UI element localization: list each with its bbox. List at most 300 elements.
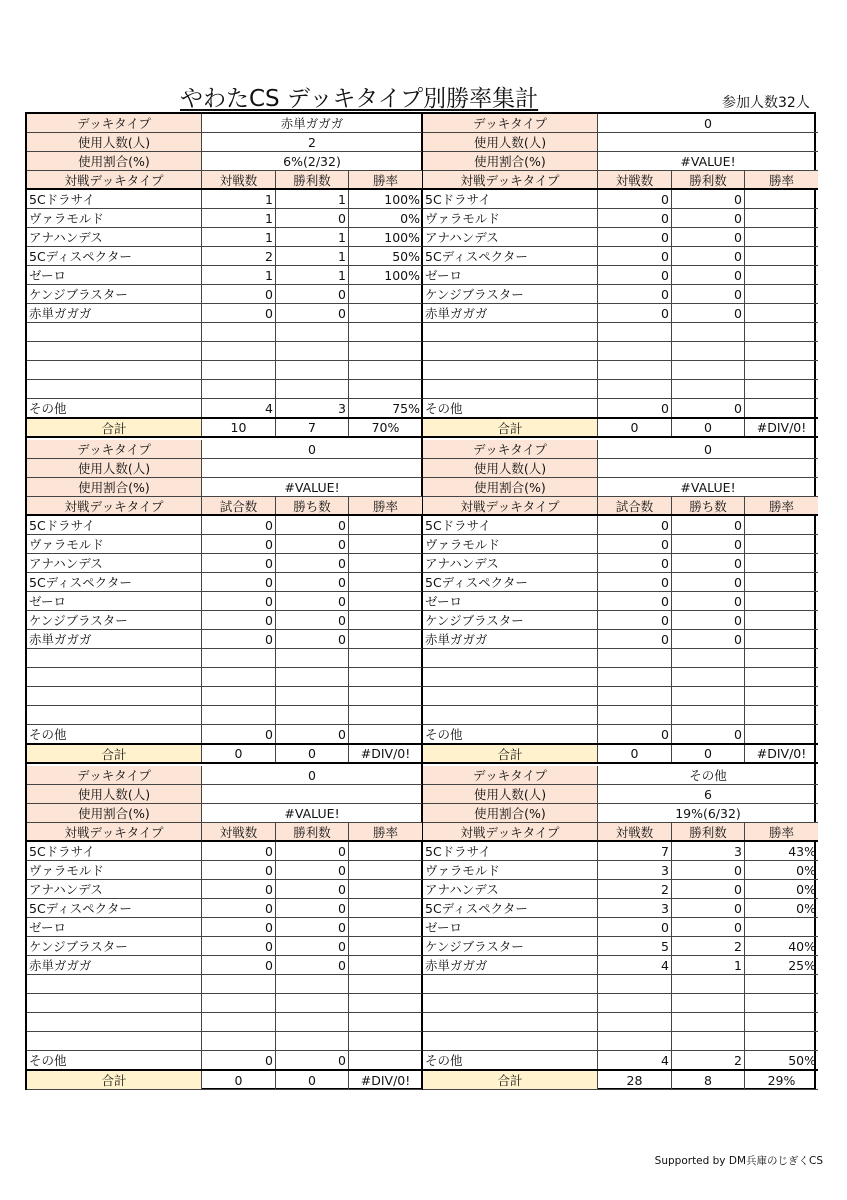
opponent-name	[27, 1032, 202, 1050]
matches-value	[598, 975, 672, 993]
deck-type-value: 0	[704, 441, 712, 457]
winrate-header: 勝率	[349, 823, 422, 840]
opponent-name: ゼーロ	[423, 266, 598, 284]
winrate-value	[745, 516, 818, 534]
wins-value	[672, 361, 745, 379]
opponent-name	[27, 380, 202, 398]
wins-value	[672, 687, 745, 705]
matches-value: 0	[202, 899, 276, 917]
winrate-value	[349, 668, 422, 686]
winrate-value	[745, 994, 818, 1012]
wins-value: 0	[276, 842, 349, 860]
winrate-value: 75%	[392, 400, 420, 416]
matches-value: 0	[202, 880, 276, 898]
opponent-header: 対戦デッキタイプ	[423, 171, 598, 188]
wins-value	[276, 361, 349, 379]
opponent-header: 対戦デッキタイプ	[27, 497, 202, 514]
empty-row	[27, 706, 422, 725]
winrate-value	[745, 399, 818, 417]
winrate-value	[349, 516, 422, 534]
winrate-value: 40%	[788, 938, 816, 954]
opponent-name: ヴァラモルド	[27, 535, 202, 553]
usage-ratio-row	[27, 152, 422, 171]
winrate-value	[349, 380, 422, 398]
matches-value: 1	[202, 190, 276, 208]
opponent-name	[423, 994, 598, 1012]
column-header-row	[27, 171, 422, 190]
matches-value: 1	[202, 228, 276, 246]
winrate-value	[349, 956, 422, 974]
opponent-name: ケンジブラスター	[27, 285, 202, 303]
opponent-name: ゼーロ	[423, 918, 598, 936]
opponent-header: 対戦デッキタイプ	[423, 823, 598, 840]
wins-value	[672, 649, 745, 667]
wins-value: 0	[672, 861, 745, 879]
total-label: 合計	[423, 419, 598, 436]
total-winrate: #DIV/0!	[360, 746, 411, 761]
wins-value: 0	[672, 516, 745, 534]
matches-value: 0	[202, 630, 276, 648]
column-header-row	[423, 823, 818, 842]
winrate-value	[349, 285, 422, 303]
winrate-value	[349, 361, 422, 379]
user-count-row	[27, 785, 422, 804]
matches-value	[202, 994, 276, 1012]
deck-type-label: デッキタイプ	[27, 440, 202, 458]
wins-header: 勝利数	[276, 823, 349, 840]
total-label: 合計	[27, 1071, 202, 1089]
total-winrate: 29%	[767, 1072, 796, 1088]
table-row	[423, 228, 818, 247]
wins-value: 0	[276, 956, 349, 974]
opponent-name	[27, 975, 202, 993]
wins-value: 1	[276, 266, 349, 284]
matches-value	[202, 649, 276, 667]
table-row	[423, 285, 818, 304]
matches-value	[598, 380, 672, 398]
wins-value: 0	[276, 899, 349, 917]
table-row	[27, 899, 422, 918]
matches-value: 1	[202, 209, 276, 227]
total-winrate: #DIV/0!	[756, 420, 807, 435]
empty-row	[27, 1032, 422, 1051]
wins-value: 0	[672, 399, 745, 417]
opponent-name: 赤単ガガガ	[27, 630, 202, 648]
empty-row	[27, 994, 422, 1013]
deck-block	[423, 766, 818, 1092]
wins-value: 0	[672, 247, 745, 265]
deck-block	[27, 114, 422, 440]
matches-value: 0	[598, 266, 672, 284]
winrate-value	[745, 1032, 818, 1050]
matches-value: 0	[598, 228, 672, 246]
opponent-name: 赤単ガガガ	[27, 304, 202, 322]
table-row	[423, 535, 818, 554]
matches-value: 0	[202, 516, 276, 534]
usage-ratio-value: #VALUE!	[284, 805, 340, 821]
matches-value	[598, 649, 672, 667]
matches-header: 対戦数	[598, 171, 672, 188]
wins-value: 1	[672, 956, 745, 974]
user-count-row	[423, 459, 818, 478]
winrate-header: 勝率	[745, 171, 818, 188]
deck-type-label: デッキタイプ	[27, 766, 202, 784]
winrate-value	[745, 1013, 818, 1031]
winrate-value: 0%	[796, 862, 816, 878]
user-count-value: 6	[704, 786, 712, 802]
opponent-name	[423, 687, 598, 705]
wins-value: 2	[672, 1051, 745, 1069]
wins-value	[276, 1032, 349, 1050]
table-row	[27, 880, 422, 899]
winrate-value: 50%	[392, 248, 420, 264]
matches-value: 3	[598, 861, 672, 879]
winrate-value	[349, 687, 422, 705]
wins-value: 0	[276, 937, 349, 955]
winrate-value	[745, 285, 818, 303]
matches-value: 5	[598, 937, 672, 955]
wins-value	[672, 323, 745, 341]
empty-row	[423, 994, 818, 1013]
matches-value: 0	[202, 956, 276, 974]
deck-type-label: デッキタイプ	[423, 440, 598, 458]
table-row	[423, 516, 818, 535]
matches-value: 7	[598, 842, 672, 860]
opponent-name	[27, 342, 202, 360]
opponent-header: 対戦デッキタイプ	[27, 823, 202, 840]
wins-value: 0	[672, 266, 745, 284]
total-winrate: #DIV/0!	[756, 746, 807, 761]
wins-value: 3	[276, 399, 349, 417]
empty-row	[27, 323, 422, 342]
opponent-name: 5Cディスペクター	[423, 247, 598, 265]
deck-type-label: デッキタイプ	[27, 114, 202, 132]
opponent-name	[423, 649, 598, 667]
opponent-name	[27, 668, 202, 686]
column-header-row	[27, 497, 422, 516]
wins-value	[672, 342, 745, 360]
matches-header: 対戦数	[598, 823, 672, 840]
winrate-value	[745, 361, 818, 379]
usage-ratio-value: #VALUE!	[680, 153, 736, 169]
user-count-label: 使用人数(人)	[27, 133, 202, 151]
usage-ratio-row	[423, 152, 818, 171]
opponent-name	[423, 361, 598, 379]
table-row	[423, 554, 818, 573]
matches-value	[598, 361, 672, 379]
table-row	[27, 630, 422, 649]
matches-value	[202, 687, 276, 705]
wins-value	[672, 1032, 745, 1050]
total-matches: 0	[202, 1071, 276, 1089]
table-row	[27, 592, 422, 611]
opponent-name: その他	[423, 1051, 598, 1069]
usage-ratio-label: 使用割合(%)	[27, 478, 202, 496]
deck-type-value: 0	[704, 115, 712, 131]
empty-row	[423, 687, 818, 706]
total-wins: 0	[276, 1071, 349, 1089]
empty-row	[423, 342, 818, 361]
matches-value	[202, 342, 276, 360]
wins-header: 勝利数	[672, 171, 745, 188]
table-row	[423, 880, 818, 899]
table-row	[27, 918, 422, 937]
winrate-value	[349, 535, 422, 553]
empty-row	[423, 649, 818, 668]
winrate-value	[349, 918, 422, 936]
winrate-value	[349, 725, 422, 743]
user-count-row	[423, 785, 818, 804]
usage-ratio-row	[423, 804, 818, 823]
winrate-value	[349, 630, 422, 648]
opponent-name	[27, 361, 202, 379]
total-label: 合計	[423, 745, 598, 762]
empty-row	[27, 668, 422, 687]
total-row	[27, 1071, 422, 1090]
usage-ratio-value: #VALUE!	[284, 479, 340, 495]
opponent-name: アナハンデス	[27, 228, 202, 246]
matches-value	[202, 706, 276, 724]
opponent-name	[423, 342, 598, 360]
matches-value	[202, 323, 276, 341]
winrate-value	[745, 342, 818, 360]
matches-value: 0	[598, 918, 672, 936]
opponent-name	[27, 706, 202, 724]
winrate-value	[349, 342, 422, 360]
opponent-name: 赤単ガガガ	[423, 304, 598, 322]
winrate-value	[745, 535, 818, 553]
matches-value: 0	[202, 535, 276, 553]
deck-type-label: デッキタイプ	[423, 766, 598, 784]
total-label: 合計	[27, 419, 202, 436]
opponent-name: 5Cディスペクター	[423, 573, 598, 591]
deck-block	[27, 440, 422, 766]
user-count-value	[202, 785, 422, 803]
winrate-value	[745, 706, 818, 724]
total-row	[27, 745, 422, 764]
usage-ratio-value: #VALUE!	[680, 479, 736, 495]
opponent-name: 5Cドラサイ	[423, 842, 598, 860]
winrate-value	[745, 380, 818, 398]
winrate-value	[745, 209, 818, 227]
table-row	[27, 228, 422, 247]
user-count-label: 使用人数(人)	[27, 459, 202, 477]
total-winrate: #DIV/0!	[360, 1072, 411, 1088]
wins-value	[276, 687, 349, 705]
deck-type-value: 赤単ガガガ	[280, 116, 344, 131]
winrate-value: 25%	[788, 957, 816, 973]
matches-value: 3	[598, 899, 672, 917]
empty-row	[423, 361, 818, 380]
winrate-value: 0%	[796, 900, 816, 916]
matches-value: 0	[202, 304, 276, 322]
usage-ratio-label: 使用割合(%)	[27, 804, 202, 822]
winrate-value	[349, 1032, 422, 1050]
wins-value: 0	[276, 285, 349, 303]
table-row	[27, 516, 422, 535]
empty-row	[27, 1013, 422, 1032]
wins-value: 0	[672, 611, 745, 629]
empty-row	[27, 649, 422, 668]
matches-value	[202, 975, 276, 993]
other-row	[27, 399, 422, 419]
winrate-value: 100%	[384, 229, 420, 245]
matches-value	[598, 1032, 672, 1050]
opponent-name	[423, 1013, 598, 1031]
opponent-name	[423, 1032, 598, 1050]
wins-value	[672, 975, 745, 993]
winrate-value	[745, 247, 818, 265]
wins-value	[672, 380, 745, 398]
opponent-name: 5Cドラサイ	[27, 842, 202, 860]
matches-header: 試合数	[598, 497, 672, 514]
winrate-value	[745, 266, 818, 284]
wins-value: 0	[672, 725, 745, 743]
wins-value: 2	[672, 937, 745, 955]
participant-count: 参加人数32人	[722, 95, 810, 111]
matches-value: 0	[202, 1051, 276, 1069]
opponent-name: 5Cディスペクター	[423, 899, 598, 917]
matches-value: 0	[598, 285, 672, 303]
wins-value: 0	[672, 535, 745, 553]
wins-value	[276, 380, 349, 398]
winrate-value	[349, 842, 422, 860]
winrate-value	[349, 304, 422, 322]
matches-header: 対戦数	[202, 171, 276, 188]
empty-row	[423, 668, 818, 687]
matches-value	[598, 687, 672, 705]
wins-value	[276, 649, 349, 667]
usage-ratio-row	[27, 804, 422, 823]
wins-value	[276, 342, 349, 360]
wins-value: 0	[276, 209, 349, 227]
wins-value: 0	[672, 554, 745, 572]
matches-value: 1	[202, 266, 276, 284]
empty-row	[423, 706, 818, 725]
total-row	[423, 745, 818, 764]
winrate-header: 勝率	[349, 497, 422, 514]
wins-value: 0	[276, 592, 349, 610]
stats-grid	[25, 112, 816, 1090]
opponent-name: その他	[27, 725, 202, 743]
total-row	[423, 1071, 818, 1090]
opponent-name: アナハンデス	[27, 880, 202, 898]
matches-value: 0	[598, 190, 672, 208]
matches-value: 4	[598, 1051, 672, 1069]
winrate-header: 勝率	[745, 823, 818, 840]
table-row	[423, 861, 818, 880]
wins-value: 0	[276, 918, 349, 936]
wins-header: 勝利数	[672, 823, 745, 840]
wins-value: 0	[672, 899, 745, 917]
deck-type-row	[27, 766, 422, 785]
winrate-value	[745, 630, 818, 648]
usage-ratio-row	[27, 478, 422, 497]
matches-value: 0	[598, 630, 672, 648]
winrate-value	[745, 918, 818, 936]
opponent-name: 5Cディスペクター	[27, 899, 202, 917]
table-row	[423, 842, 818, 861]
table-row	[423, 592, 818, 611]
matches-value: 0	[598, 209, 672, 227]
total-matches: 10	[202, 419, 276, 436]
wins-header: 勝ち数	[672, 497, 745, 514]
winrate-value	[745, 304, 818, 322]
opponent-name: ヴァラモルド	[27, 861, 202, 879]
table-row	[423, 611, 818, 630]
opponent-name: その他	[423, 399, 598, 417]
total-row	[423, 419, 818, 438]
total-matches: 0	[598, 419, 672, 436]
empty-row	[423, 1013, 818, 1032]
wins-value: 0	[276, 630, 349, 648]
winrate-value: 43%	[788, 843, 816, 859]
table-row	[423, 899, 818, 918]
winrate-value: 0%	[400, 210, 420, 226]
opponent-name	[27, 1013, 202, 1031]
deck-block	[423, 114, 818, 440]
wins-value: 0	[276, 880, 349, 898]
opponent-name: ヴァラモルド	[423, 209, 598, 227]
winrate-value	[745, 573, 818, 591]
opponent-name: アナハンデス	[423, 554, 598, 572]
winrate-value	[349, 554, 422, 572]
table-row	[27, 247, 422, 266]
matches-value: 0	[202, 554, 276, 572]
matches-value	[202, 1032, 276, 1050]
opponent-name: その他	[27, 1051, 202, 1069]
opponent-name: アナハンデス	[423, 228, 598, 246]
total-label: 合計	[423, 1071, 598, 1089]
wins-value	[672, 668, 745, 686]
opponent-name: ケンジブラスター	[27, 611, 202, 629]
matches-value: 0	[202, 285, 276, 303]
winrate-value	[349, 573, 422, 591]
winrate-value	[745, 649, 818, 667]
matches-value: 0	[202, 725, 276, 743]
wins-value: 0	[276, 861, 349, 879]
opponent-name	[27, 687, 202, 705]
wins-value: 0	[672, 573, 745, 591]
matches-value: 0	[598, 516, 672, 534]
wins-value	[672, 706, 745, 724]
deck-type-row	[27, 114, 422, 133]
table-row	[27, 861, 422, 880]
wins-value: 1	[276, 228, 349, 246]
total-label: 合計	[27, 745, 202, 762]
matches-value: 0	[598, 399, 672, 417]
matches-value	[202, 668, 276, 686]
wins-value	[276, 668, 349, 686]
deck-type-row	[423, 114, 818, 133]
deck-block	[27, 766, 422, 1092]
winrate-value	[349, 1051, 422, 1069]
wins-value: 3	[672, 842, 745, 860]
total-wins: 0	[672, 745, 745, 762]
wins-value	[276, 323, 349, 341]
winrate-value	[349, 611, 422, 629]
table-row	[423, 573, 818, 592]
other-row	[27, 1051, 422, 1071]
table-row	[27, 611, 422, 630]
usage-ratio-label: 使用割合(%)	[423, 804, 598, 822]
opponent-header: 対戦デッキタイプ	[423, 497, 598, 514]
user-count-label: 使用人数(人)	[27, 785, 202, 803]
matches-header: 対戦数	[202, 823, 276, 840]
winrate-value	[349, 994, 422, 1012]
column-header-row	[423, 497, 818, 516]
winrate-value: 50%	[788, 1052, 816, 1068]
